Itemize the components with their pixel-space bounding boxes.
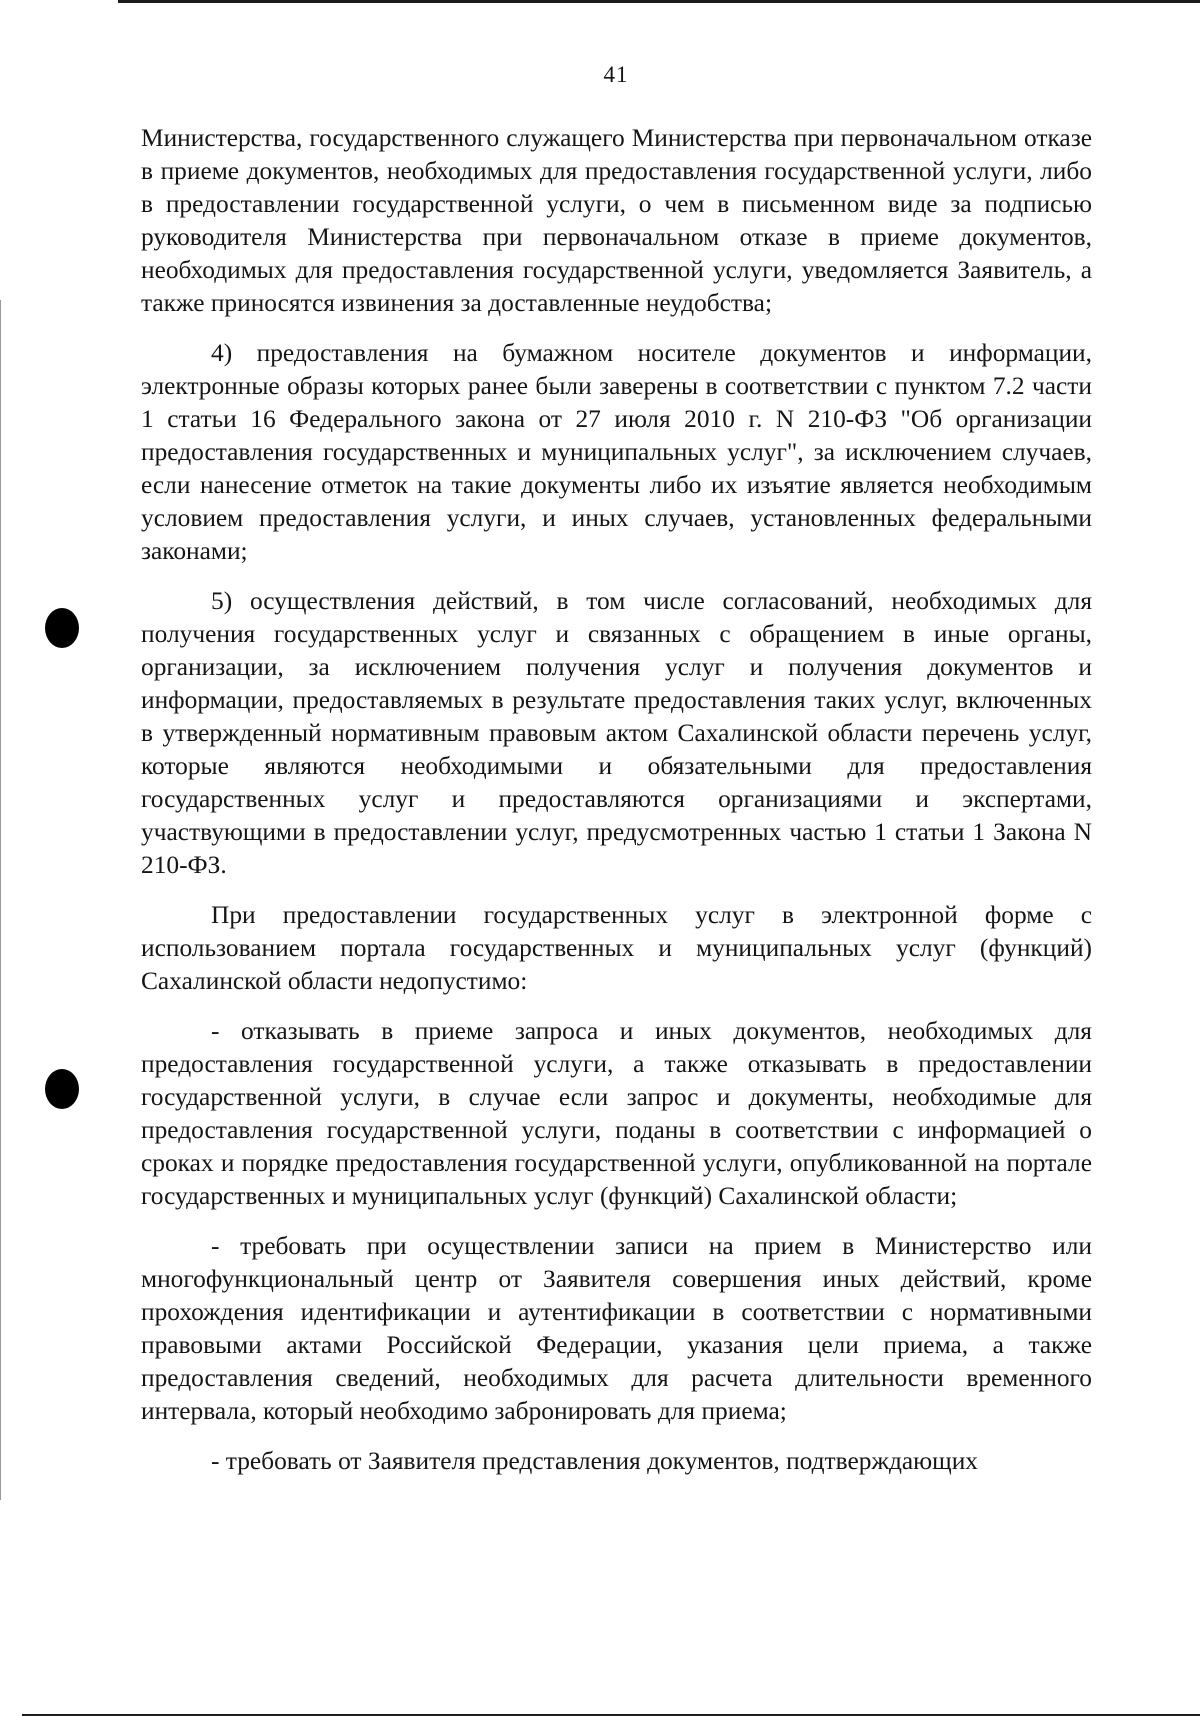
paragraph-prohibition-2: - требовать при осуществлении записи на прием в Министерство или многофункциональный центр от Заявителя совершения иных действий, кроме прохождения идентификации и аутентификации в соответствии с нормативными правовыми актами Российской Федерации, указания цели приема, а также предоставления сведений, необходимых для расчета длительности временного интервала, который необходимо забронировать для приема; <box>141 1232 1092 1425</box>
page-number: 41 <box>603 62 629 87</box>
paragraph-continuation: Министерства, государственного служащего Министерства при первоначальном отказе в приеме документов, необходимых для предоставления государственной услуги, либо в предоставлении государственной услуги, о чем в письменном виде за подписью руководителя Министерства при первоначальном отказе в приеме документов, необходимых для предоставления государственной услуги, уведомляется Заявитель, а также приносятся извинения за доставленные неудобства; <box>141 124 1092 317</box>
paragraph-prohibition-1: - отказывать в приеме запроса и иных документов, необходимых для предоставления государственной услуги, а также отказывать в предоставлении государственной услуги, в случае если запрос и документы, необходимые для предоставления государственной услуги, поданы в соответствии с информацией о сроках и порядке предоставления государственной услуги, опубликованной на портале государственных и муниципальных услуг (функций) Сахалинской области; <box>141 1017 1092 1210</box>
punch-hole <box>45 608 79 648</box>
scan-left-edge <box>0 300 1 1500</box>
scan-top-edge <box>118 0 1200 3</box>
paragraph-item-5: 5) осуществления действий, в том числе согласований, необходимых для получения государственных услуг и связанных с обращением в иные органы, организации, за исключением получения услуг и получения документов и информации, предоставляемых в результате предоставления таких услуг, включенных в утвержденный нормативным правовым актом Сахалинской области перечень услуг, которые являются необходимыми и обязательными для предоставления государственных услуг и предоставляются организациями и экспертами, участвующими в предоставлении услуг, предусмотренных частью 1 статьи 1 Закона N 210-ФЗ. <box>141 587 1092 879</box>
paragraph-item-4: 4) предоставления на бумажном носителе документов и информации, электронные образы которых ранее были заверены в соответствии с пунктом 7.2 части 1 статьи 16 Федерального закона от 27 июля 2010 г. N 210-ФЗ "Об организации предоставления государственных и муниципальных услуг", за исключением случаев, если нанесение отметок на такие документы либо их изъятие является необходимым условием предоставления услуги, и иных случаев, установленных федеральными законами; <box>141 339 1092 565</box>
punch-hole <box>45 1069 79 1109</box>
document-body <box>141 122 1092 1478</box>
paragraph-prohibition-3: - требовать от Заявителя представления документов, подтверждающих <box>211 1447 978 1475</box>
paragraph-electronic-form-intro: При предоставлении государственных услуг в электронной форме с использованием портала государственных и муниципальных услуг (функций) Сахалинской области недопустимо: <box>141 901 1092 995</box>
